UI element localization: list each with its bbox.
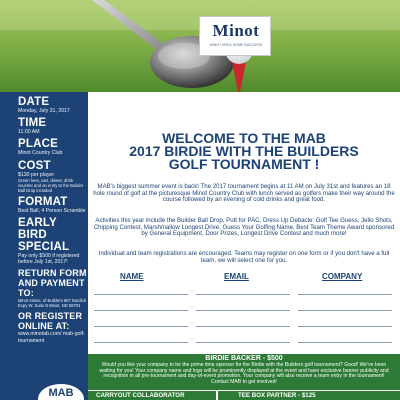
cost-detail: Green fees, cart, dinner, drink voucher and an entry to the Builder Ball Drop included <box>18 177 84 193</box>
return-address: Minot Assoc. of Builders 607 Burdick Expy W. Suite B Minot, ND 58701 <box>18 298 86 309</box>
minot-logo <box>199 16 271 56</box>
email-line-3[interactable] <box>196 326 290 327</box>
date-value: Monday, July 31, 2017 <box>18 108 70 114</box>
birdie-backer-text: Would you like your company to be the prime time sponsor for the Birdie with the Builders golf tournament? Good! We've been waiting for you! Your company name and logo will be prominently displayed at the event and have exclusive banner publicity and recognition in all pre-tournament and day-of-event promotion. Your company will also receive a team entry in the tournament! Contact MAB to get involved! <box>99 362 389 385</box>
email-column-header: EMAIL <box>224 272 249 281</box>
format-heading: FORMAT <box>18 195 68 208</box>
company-line-1[interactable] <box>298 294 392 295</box>
time-heading: TIME <box>18 117 47 130</box>
return-heading: RETURN FORM AND PAYMENT TO: <box>18 268 87 299</box>
mab-logo-text: MAB <box>48 387 74 399</box>
carryout-collaborator-box <box>88 391 216 400</box>
company-line-4[interactable] <box>298 342 392 343</box>
registration-lines <box>92 286 396 352</box>
time-value: 11:00 AM <box>18 129 40 136</box>
welcome-line-2: 2017 BIRDIE WITH THE BUILDERS <box>129 143 359 159</box>
email-line-1[interactable] <box>196 294 290 295</box>
email-line-2[interactable] <box>196 310 290 311</box>
name-line-4[interactable] <box>94 342 188 343</box>
birdie-backer-box <box>88 354 400 390</box>
welcome-heading <box>92 132 396 171</box>
mab-logo <box>38 384 84 400</box>
tee-box-partner-title: TEE BOX PARTNER - $125 <box>238 392 316 399</box>
registration-paragraph: Individual and team registrations are encouraged. Teams may register on one form or if you don't have a full team, we will select one for you. <box>98 250 390 264</box>
name-line-2[interactable] <box>94 310 188 311</box>
cost-heading: COST <box>18 159 51 172</box>
early-bird-heading: EARLY BIRD SPECIAL <box>18 217 70 254</box>
date-heading: DATE <box>18 96 50 108</box>
hero-photo <box>0 0 400 92</box>
tee-box-partner-box <box>218 391 400 400</box>
name-column-header: NAME <box>120 272 144 281</box>
logo-tagline: MINOT AREA HOME BUILDERS <box>209 43 263 47</box>
company-line-2[interactable] <box>298 310 392 311</box>
place-value: Minot Country Club <box>18 150 63 157</box>
email-line-4[interactable] <box>196 342 290 343</box>
registration-headers <box>92 272 396 282</box>
format-value: Best Ball, 4 Person Scramble <box>18 207 86 214</box>
welcome-line-1: WELCOME TO THE MAB <box>162 130 326 146</box>
birdie-backer-title: BIRDIE BACKER - $500 <box>205 355 283 362</box>
company-line-3[interactable] <box>298 326 392 327</box>
early-bird-value: Pay only $500 if registered before July 1st, 2017! <box>18 253 80 266</box>
event-info-sidebar <box>0 92 88 400</box>
cost-value: $130 per player <box>18 171 55 178</box>
activities-paragraph: Activities this year include the Builder Ball Drop, Putt for PAC, Dress Up Debacle: Golf Tee Guess, Jello Shots, Chipping Contest, Marshmallow Longest Drive, Guess Your Golfing Name, Best Team Theme Award sponsored by General Equipment, Door Prizes, Longest Drive Contest and much more! <box>93 217 395 238</box>
online-heading: OR REGISTER ONLINE AT: <box>18 311 83 332</box>
intro-paragraph: MAB's biggest summer event is back! The 2017 tournament begins at 11 AM on July 31st and features an 18 hole round of golf at the picturesque Minot Country Club with lunch served as golfers make their way around the course followed by an evening of cold drinks and great food. <box>93 183 395 204</box>
name-line-3[interactable] <box>94 326 188 327</box>
online-url[interactable]: www.minotab.com/ mab-golf-tournament <box>18 331 85 344</box>
logo-name: Minot <box>212 21 260 40</box>
carryout-collaborator-title: CARRYOUT COLLABORATOR <box>96 392 185 399</box>
company-column-header: COMPANY <box>322 272 363 281</box>
name-line-1[interactable] <box>94 294 188 295</box>
welcome-line-3: GOLF TOURNAMENT ! <box>168 156 320 172</box>
place-heading: PLACE <box>18 138 58 151</box>
